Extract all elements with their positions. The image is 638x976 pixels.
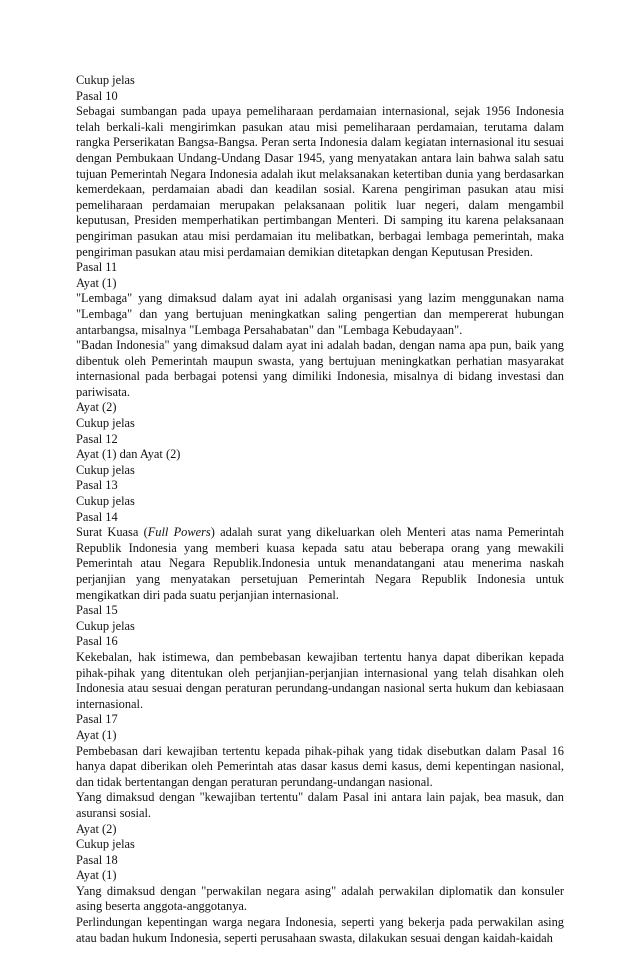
clause-heading: Ayat (2) — [76, 400, 117, 415]
article-heading: Pasal 11 — [76, 260, 118, 275]
paragraph: Yang dimaksud dengan "perwakilan negara asing" adalah perwakilan diplomatik dan konsuler asing beserta anggota-anggotanya. — [76, 883, 564, 914]
article-heading: Pasal 15 — [76, 603, 118, 618]
paragraph: Yang dimaksud dengan "kewajiban tertentu" dalam Pasal ini antara lain pajak, bea masuk, dan asuransi sosial. — [76, 790, 564, 820]
text-line: Cukup jelas — [76, 837, 135, 852]
clause-heading: Ayat (1) — [76, 727, 117, 742]
text-line: Cukup jelas — [76, 416, 135, 431]
text-line: Cukup jelas — [76, 462, 135, 477]
text-line: Cukup jelas — [76, 618, 135, 633]
paragraph: Kekebalan, hak istimewa, dan pembebasan kewajiban tertentu hanya dapat diberikan kepada pihak-pihak yang ditentukan oleh perjanjian-perjanjian internasional yang telah disahkan oleh Indonesia atau sesuai dengan peraturan perundang-undangan nasional serta hukum dan kebiasaan internasional. — [76, 649, 564, 711]
paragraph: "Badan Indonesia" yang dimaksud dalam ayat ini adalah badan, dengan nama apa pun, baik yang dibentuk oleh Pemerintah maupun swasta, yang bertujuan meningkatkan perhatian masyarakat internasional pada berbagai potensi yang dimiliki Indonesia, misalnya di bidang investasi dan pariwisata. — [76, 338, 564, 399]
article-heading: Pasal 16 — [76, 634, 118, 649]
document-body — [76, 73, 564, 946]
paragraph: Perlindungan kepentingan warga negara Indonesia, seperti yang bekerja pada perwakilan asing atau badan hukum Indonesia, seperti perusahaan swasta, dilakukan sesuai dengan kaidah-kaidah — [76, 915, 564, 945]
text-line: Cukup jelas — [76, 73, 135, 87]
paragraph: "Lembaga" yang dimaksud dalam ayat ini adalah organisasi yang lazim menggunakan nama "Lembaga" dan yang bertujuan meningkatkan saling pengertian dan mempererat hubungan antarbangsa, misalnya "Lembaga Persahabatan" dan "Lembaga Kebudayaan". — [76, 291, 564, 337]
article-heading: Pasal 10 — [76, 88, 118, 103]
italic-term: Full Powers — [147, 525, 211, 540]
paragraph: Sebagai sumbangan pada upaya pemeliharaan perdamaian internasional, sejak 1956 Indonesia telah berkali-kali mengirimkan pasukan atau misi pemeliharaan perdamaian, terutama dalam rangka Perserikatan Bangsa-Bangsa. Peran serta Indonesia dalam kegiatan internasional itu sesuai dengan Pembukaan Undang-Undang Dasar 1945, yang menyatakan antara lain bahwa salah satu tujuan Pemerintah Negara Indonesia adalah ikut melaksanakan ketertiban dunia yang berdasarkan kemerdekaan, perdamaian abadi dan keadilan sosial. Karena pengiriman pasukan atau misi pemeliharaan perdamaian merupakan pelaksanaan politik luar negeri, dalam mengambil keputusan, Presiden memperhatikan pertimbangan Menteri. Di samping itu karena pelaksanaan pengiriman pasukan atau misi perdamaian itu melibatkan, berbagai lembaga pemerintah, maka pengiriman pasukan atau misi perdamaian demikian ditetapkan dengan Keputusan Presiden. — [76, 104, 564, 259]
paragraph: Pembebasan dari kewajiban tertentu kepada pihak-pihak yang tidak disebutkan dalam Pasal 16 hanya dapat diberikan oleh Pemerintah atas dasar kasus demi kasus, demi kepentingan nasional, dan tidak bertentangan dengan peraturan perundang-undangan nasional. — [76, 743, 564, 789]
article-heading: Pasal 17 — [76, 712, 118, 727]
clause-heading: Ayat (1) dan Ayat (2) — [76, 447, 181, 462]
paragraph-prefix: Surat Kuasa ( — [76, 525, 148, 540]
clause-heading: Ayat (2) — [76, 821, 117, 836]
article-heading: Pasal 12 — [76, 431, 118, 446]
article-heading: Pasal 14 — [76, 509, 118, 524]
clause-heading: Ayat (1) — [76, 275, 117, 290]
paragraph — [76, 525, 564, 603]
text-line: Cukup jelas — [76, 494, 135, 509]
article-heading: Pasal 13 — [76, 478, 118, 493]
article-heading: Pasal 18 — [76, 852, 118, 867]
clause-heading: Ayat (1) — [76, 868, 117, 883]
paragraph-rest: ) adalah surat yang dikeluarkan oleh Menteri atas nama Pemerintah Republik Indonesia yang memberi kuasa kepada satu atau beberapa orang yang mewakili Pemerintah atau Negara Republik.Indonesia untuk menandatangani atau menerima naskah perjanjian yang menyatakan persetujuan Pemerintah Negara Republik Indonesia untuk mengikatkan diri pada suatu perjanjian internasional. — [76, 525, 565, 602]
